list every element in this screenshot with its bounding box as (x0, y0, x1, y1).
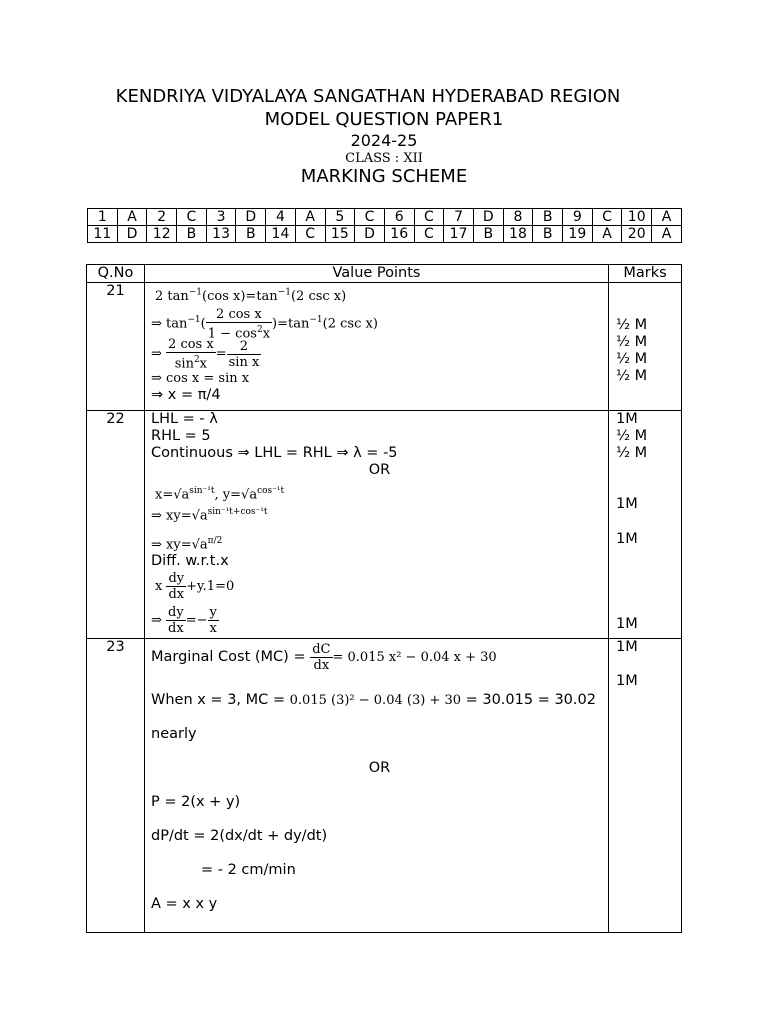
key-answer: C (295, 226, 325, 243)
key-answer: C (414, 209, 444, 226)
key-question-number: 2 (147, 209, 177, 226)
q21-eq2: ⇒ $\tan^{-1}$( $\frac{\text{2 cos x}}{1 - \cos^2x}$ )$=\tan^{-1}(2$ csc x) (151, 306, 378, 341)
key-answer: A (592, 226, 622, 243)
header-marks: Marks (609, 265, 682, 283)
q22-eq5: ⇒ $\frac{dy}{dx}$ =− $\frac{y}{x}$ (151, 605, 217, 636)
key-answer: A (295, 209, 325, 226)
q23-area: A = x x y (151, 896, 218, 912)
mark: ½ M (616, 368, 648, 384)
key-question-number: 18 (503, 226, 533, 243)
key-question-number: 14 (266, 226, 296, 243)
table-row (87, 411, 682, 639)
mark: 1M (616, 639, 638, 655)
q23-nearly: nearly (151, 726, 197, 742)
mark: ½ M (616, 351, 648, 367)
key-question-number: 8 (503, 209, 533, 226)
key-question-number: 12 (147, 226, 177, 243)
key-answer: C (355, 209, 385, 226)
q21-eq4: ⇒ cos x = sin x (151, 371, 250, 386)
key-answer: A (652, 209, 682, 226)
q22-number: 22 (87, 411, 145, 639)
key-question-number: 20 (622, 226, 652, 243)
mark: 1M (616, 531, 638, 547)
q22-or: OR (368, 462, 391, 478)
header-qno: Q.No (87, 265, 145, 283)
q22-lhl: LHL = - λ (151, 411, 218, 427)
answer-key-row (88, 226, 682, 243)
header-school: KENDRIYA VIDYALAYA SANGATHAN HYDERABAD REGION (115, 86, 621, 107)
q22-diff: Diff. w.r.t.x (151, 553, 229, 569)
key-answer: B (177, 226, 207, 243)
table-row (87, 639, 682, 933)
key-question-number: 17 (444, 226, 474, 243)
key-question-number: 5 (325, 209, 355, 226)
key-answer: A (652, 226, 682, 243)
header-year: 2024-25 (350, 131, 418, 150)
key-answer: C (177, 209, 207, 226)
key-answer: D (355, 226, 385, 243)
q22-eq3: ⇒ $xy=√a^{\pi/2}$ (151, 536, 223, 553)
q21-number: 21 (87, 283, 145, 411)
mark: 1M (616, 673, 638, 689)
key-answer: D (117, 226, 147, 243)
mark: ½ M (616, 445, 648, 461)
q22-continuous: Continuous ⇒ LHL = RHL ⇒ λ = -5 (151, 445, 398, 461)
key-question-number: 15 (325, 226, 355, 243)
key-answer: B (473, 226, 503, 243)
q22-value-points (145, 411, 609, 639)
q21-eq5: ⇒ x = π/4 (151, 387, 221, 403)
key-question-number: 4 (266, 209, 296, 226)
mark: ½ M (616, 334, 648, 350)
answer-key-row (88, 209, 682, 226)
key-question-number: 6 (384, 209, 414, 226)
marking-table (86, 264, 682, 933)
mark: 1M (616, 496, 638, 512)
q23-marks (609, 639, 682, 933)
mark: ½ M (616, 428, 648, 444)
key-question-number: 11 (88, 226, 118, 243)
key-question-number: 13 (206, 226, 236, 243)
q22-eq2: ⇒ $xy=√a^{sin^{-1}t+cos^{-1}t}$ (151, 507, 268, 524)
key-answer: A (117, 209, 147, 226)
header-class: CLASS : XII (345, 151, 423, 166)
q23-dpdt: dP/dt = 2(dx/dt + dy/dt) (151, 828, 328, 844)
answer-key-table (87, 208, 682, 243)
header-paper: MODEL QUESTION PAPER1 (264, 109, 504, 130)
q22-eq4: x $\frac{dy}{dx}$ +y.1=0 (155, 571, 235, 602)
key-question-number: 3 (206, 209, 236, 226)
q22-marks (609, 411, 682, 639)
q21-eq1: 2 $\tan^{-1}(\cos$ $x)=\tan^{-1}(2$ csc x) (155, 288, 347, 305)
q23-when-x3: When x = 3, MC = 0.015 (3)² − 0.04 (3) + 30 = 30.015 = 30.02 (151, 692, 596, 708)
key-question-number: 19 (563, 226, 593, 243)
table-row (87, 283, 682, 411)
key-answer: C (592, 209, 622, 226)
mark: ½ M (616, 317, 648, 333)
q23-number: 23 (87, 639, 145, 933)
q21-value-points (145, 283, 609, 411)
q23-value-points (145, 639, 609, 933)
header-title: MARKING SCHEME (300, 166, 468, 187)
key-answer: D (473, 209, 503, 226)
q21-eq3: ⇒ $\frac{\text{2 cos x}}{\sin^2x}$ = $\frac{2}{\text{sin x}}$ (151, 337, 260, 372)
key-question-number: 9 (563, 209, 593, 226)
table-header-row (87, 265, 682, 283)
header-value-points: Value Points (145, 265, 609, 283)
q23-or: OR (368, 760, 391, 776)
mark: 1M (616, 616, 638, 632)
key-question-number: 1 (88, 209, 118, 226)
q22-eq1: $x=√a^{sin^{-1}t}$, $y=√a^{cos^{-1}t}$ (155, 486, 285, 503)
q23-rate: = - 2 cm/min (201, 862, 296, 878)
key-answer: B (533, 226, 563, 243)
q23-marginal-cost: Marginal Cost (MC) = $\frac{dC}{dx}$ = 0.015 x² − 0.04 x + 30 (151, 641, 497, 673)
key-answer: D (236, 209, 266, 226)
key-question-number: 16 (384, 226, 414, 243)
q23-perimeter: P = 2(x + y) (151, 794, 241, 810)
mark: 1M (616, 411, 638, 427)
key-question-number: 10 (622, 209, 652, 226)
q21-marks (609, 283, 682, 411)
q22-rhl: RHL = 5 (151, 428, 211, 444)
key-answer: B (236, 226, 266, 243)
key-answer: B (533, 209, 563, 226)
key-answer: C (414, 226, 444, 243)
key-question-number: 7 (444, 209, 474, 226)
